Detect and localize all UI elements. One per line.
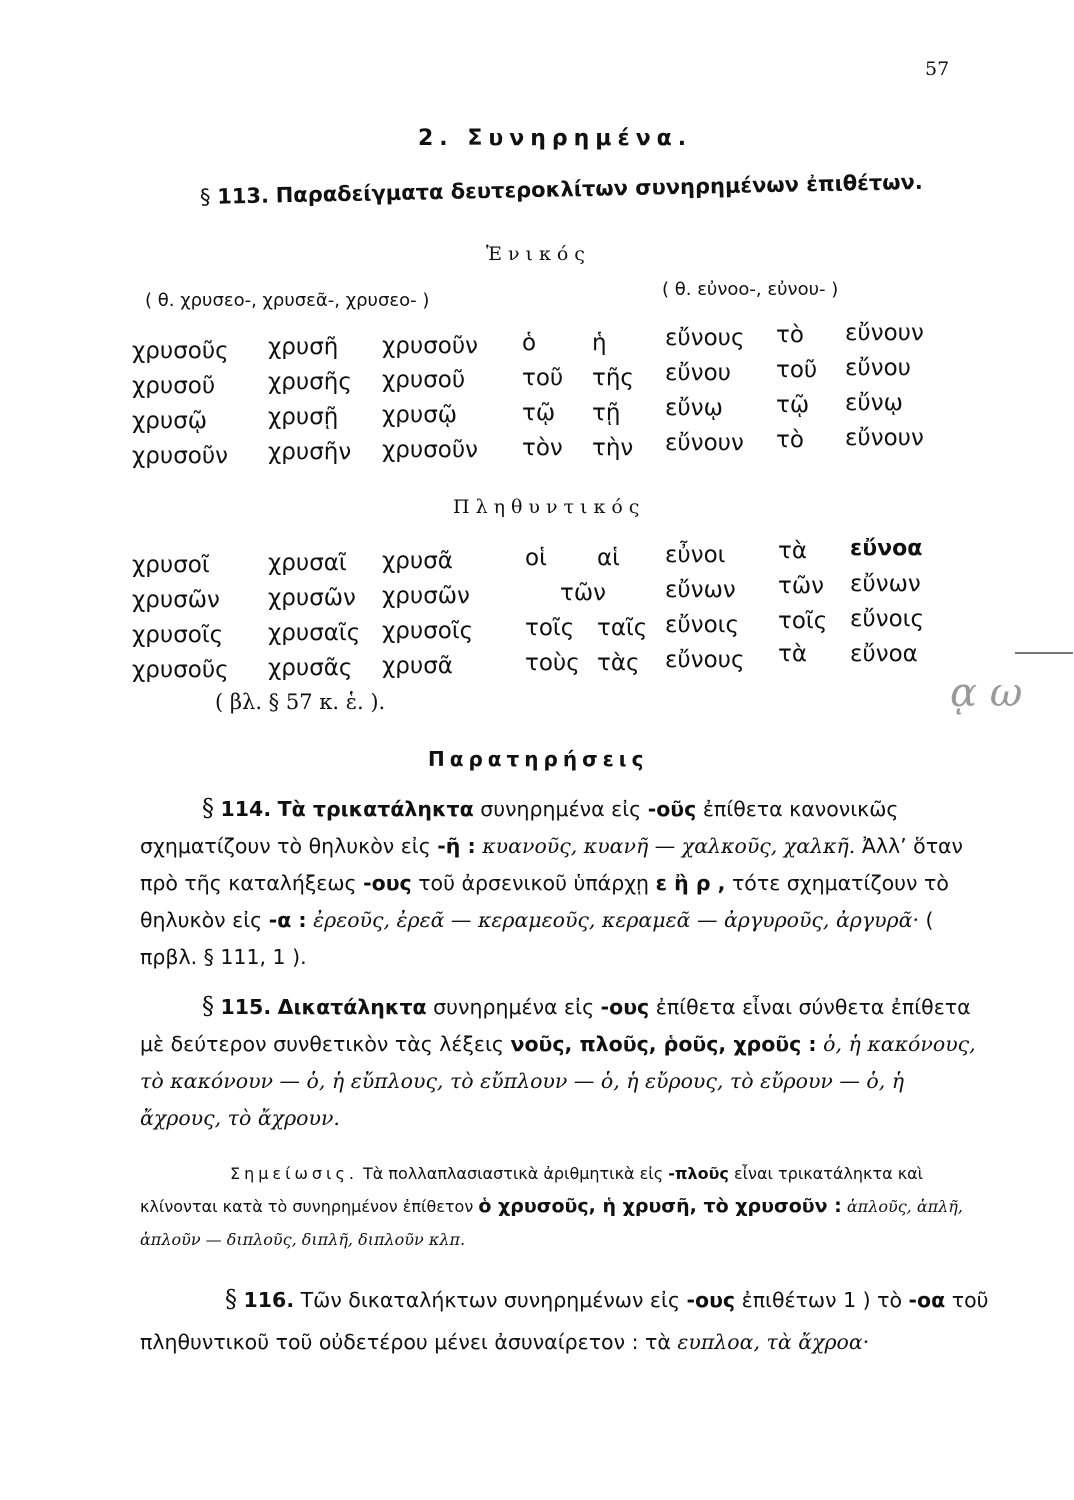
term: Τὰ τρικατάληκτα (277, 797, 474, 821)
paragraph-number: 114. (220, 797, 272, 821)
paragraph-number: 116. (243, 1288, 295, 1312)
section-symbol: § (225, 1285, 237, 1313)
text: Τὰ πολλαπλασιαστικὰ ἀριθμητικὰ εἰς (357, 1164, 669, 1183)
example: ἁπλοῦς, ἁπλῆ, ἁπλοῦν — διπλοῦς, διπλῆ, διπλοῦν κλπ. (140, 1197, 963, 1249)
text: ( πρβλ. § 111, 1 ). (140, 908, 934, 969)
paragraph-116 (140, 1278, 990, 1363)
table-cell: χρυσῆ (268, 334, 339, 360)
table-cell: χρυσαῖ (268, 550, 347, 576)
text: συνηρημένα εἰς (426, 995, 601, 1019)
text: συνηρημένα εἰς (473, 797, 648, 821)
table-cell: τῇ (592, 400, 621, 426)
table-cell: τὰ (778, 538, 808, 564)
text: ἐπιθέτων 1 ) τὸ (735, 1288, 909, 1312)
table-cell: χρυσῷ (132, 408, 208, 434)
table-cell: εὔνουν (845, 425, 924, 451)
table-cell: τῆς (592, 365, 634, 391)
table-cell: τὸ (776, 322, 804, 348)
example-bold: ὁ χρυσοῦς, ἡ χρυσῆ, τὸ χρυσοῦν : (478, 1195, 842, 1217)
table-cell: χρυσοῖ (132, 552, 210, 578)
table-cell: τὰ (778, 641, 808, 667)
table-cell: τὸν (522, 435, 563, 461)
table-cell: τῶν (778, 573, 824, 599)
text: ἐπίθετα εἶναι σύνθετα ἐπίθετα μὲ δεύτερον συνθετικὸν τὰς λέξεις (140, 995, 971, 1056)
table-cell: εὔνου (845, 355, 911, 381)
paragraph-number: 113. (216, 183, 270, 209)
observations-title: Παρατηρήσεις (428, 747, 649, 771)
table-cell: τοῖς (778, 608, 828, 634)
table-cell: τὰς (597, 650, 640, 676)
text: Τῶν δικαταλήκτων συνηρημένων εἰς (294, 1288, 687, 1312)
plural-label: Πληθυντικός (453, 496, 646, 518)
example: ὁ, ἡ κακόνους, τὸ κακόνουν — ὁ, ἡ εὔπλους, τὸ εὔπλουν — ὁ, ἡ εὔρους, τὸ εὔρουν — ὁ, ἡ ἄχρους, τὸ ἄχρουν. (140, 1032, 976, 1130)
text: τότε σχηματίζουν τὸ θηλυκὸν εἰς (140, 871, 949, 932)
example: ευπλοα, τὰ ἄχροα· (677, 1330, 870, 1354)
table-cell: χρυσοῦν (132, 443, 228, 469)
table-cell: αἱ (597, 545, 620, 571)
table-cell: χρυσῶν (268, 585, 356, 611)
suffix: -α : (268, 908, 307, 932)
page-number: 57 (925, 58, 950, 80)
table-cell: χρυσοῦν (382, 437, 478, 463)
table-cell: τὸ (776, 427, 804, 453)
term: Δικατάληκτα (277, 995, 427, 1019)
table-cell: ἡ (592, 330, 607, 356)
table-cell: χρυσοῖς (132, 622, 224, 648)
words: νοῦς, πλοῦς, ῥοῦς, χροῦς : (510, 1032, 817, 1056)
suffix: -ους (686, 1288, 736, 1312)
table-cell: εὖνοι (665, 542, 726, 568)
paragraph-title: Παραδείγματα δευτεροκλίτων συνηρημένων ἐπιθέτων. (275, 169, 924, 208)
table-cell: ταῖς (597, 615, 648, 641)
table-cell: χρυσῶν (132, 587, 220, 613)
note-label: Σημείωσις. (230, 1164, 358, 1183)
table-cell: χρυσῆν (268, 439, 352, 465)
table-cell: χρυσῶν (382, 583, 470, 609)
table-cell: χρυσᾶ (382, 548, 453, 574)
table-cell: εὔνοα (850, 536, 923, 561)
section-title: 2. Συνηρημένα. (418, 126, 693, 151)
suffix: -ῆ : (437, 834, 476, 858)
table-cell: τῶν (560, 580, 606, 606)
table-cell: εὔνοις (850, 606, 924, 632)
table-cell: εὔνουν (665, 430, 744, 456)
table-cell: χρυσοῦς (132, 338, 229, 364)
table-cell: τοῦ (522, 365, 564, 391)
text: ἐπίθετα κανονικῶς σχηματίζουν τὸ θηλυκὸν εἰς (140, 797, 899, 858)
paragraph-number: 115. (220, 995, 272, 1019)
table-cell: χρυσοῦ (132, 373, 216, 399)
suffix: -πλοῦς (668, 1164, 729, 1183)
paragraph-115 (140, 988, 990, 1137)
text: τοῦ πληθυντικοῦ τοῦ οὐδετέρου μένει ἀσυναίρετον : τὰ (140, 1288, 989, 1354)
example: κυανοῦς, κυανῆ — χαλκοῦς, χαλκῆ. (475, 834, 856, 858)
text: εἶναι τρικατάληκτα καὶ κλίνονται κατὰ τὸ συνηρημένον ἐπίθετον (140, 1164, 924, 1216)
table-cell: τῷ (522, 400, 556, 426)
table-cell: χρυσῷ (382, 402, 458, 428)
table-cell: εὔνῳ (665, 395, 723, 421)
table-cell: τοῖς (525, 615, 575, 641)
table-cell: τοῦ (776, 357, 818, 383)
letters: ε ἢ ρ , (655, 871, 726, 895)
table-cell: ὁ (522, 330, 537, 356)
table-cell: εὔνου (665, 360, 731, 386)
table-cell: εὔνοα (850, 641, 918, 667)
table-cell: τῷ (776, 392, 810, 418)
table-cell: χρυσαῖς (268, 620, 361, 646)
stem-left: ( θ. χρυσεο-, χρυσεᾶ-, χρυσεο- ) (145, 290, 430, 311)
table-cell: χρυσᾶς (268, 655, 353, 681)
table-cell: εὔνων (665, 577, 736, 603)
example: ἐρεοῦς, ἐρεᾶ — κεραμεοῦς, κεραμεᾶ — ἀργυροῦς, ἀργυρᾶ· (306, 908, 919, 932)
stem-right: ( θ. εὐνοο-, εὐνου- ) (662, 279, 839, 300)
table-cell: χρυσῆς (268, 369, 352, 395)
section-symbol: § (199, 184, 211, 209)
table-cell: χρυσοῖς (382, 618, 474, 644)
margin-line (1015, 652, 1073, 654)
suffix: -οῦς (647, 797, 697, 821)
cross-reference: ( βλ. § 57 κ. ἑ. ). (215, 690, 386, 714)
table-cell: εὔνων (850, 571, 921, 597)
table-cell: χρυσοῦν (382, 333, 478, 359)
table-cell: χρυσοῦς (132, 657, 229, 683)
table-cell: εὔνους (665, 325, 745, 351)
table-cell: χρυσῇ (268, 404, 339, 430)
table-cell: τὴν (592, 435, 634, 461)
table-cell: οἱ (525, 545, 547, 571)
table-cell: χρυσοῦ (382, 367, 466, 393)
table-cell: εὔνουν (845, 320, 924, 346)
note-paragraph (140, 1157, 985, 1256)
paragraph-113-heading (200, 170, 923, 209)
text: Ἀλλ’ ὅταν πρὸ τῆς καταλήξεως (140, 834, 963, 895)
table-cell: εὔνοις (665, 612, 739, 638)
section-symbol: § (202, 794, 214, 822)
margin-handwriting: ᾳ ω (950, 670, 1023, 716)
table-cell: εὔνῳ (845, 390, 903, 416)
text: τοῦ ἀρσενικοῦ ὑπάρχῃ (411, 871, 656, 895)
paragraph-114 (140, 790, 990, 976)
table-cell: εὔνους (665, 647, 745, 673)
singular-label: Ἑνικός (486, 243, 591, 265)
suffix: -ους (600, 995, 650, 1019)
suffix: -ους (363, 871, 412, 895)
suffix: -οα (908, 1288, 946, 1312)
table-cell: τοὺς (525, 650, 580, 676)
table-cell: χρυσᾶ (382, 653, 453, 679)
section-symbol: § (202, 992, 214, 1020)
